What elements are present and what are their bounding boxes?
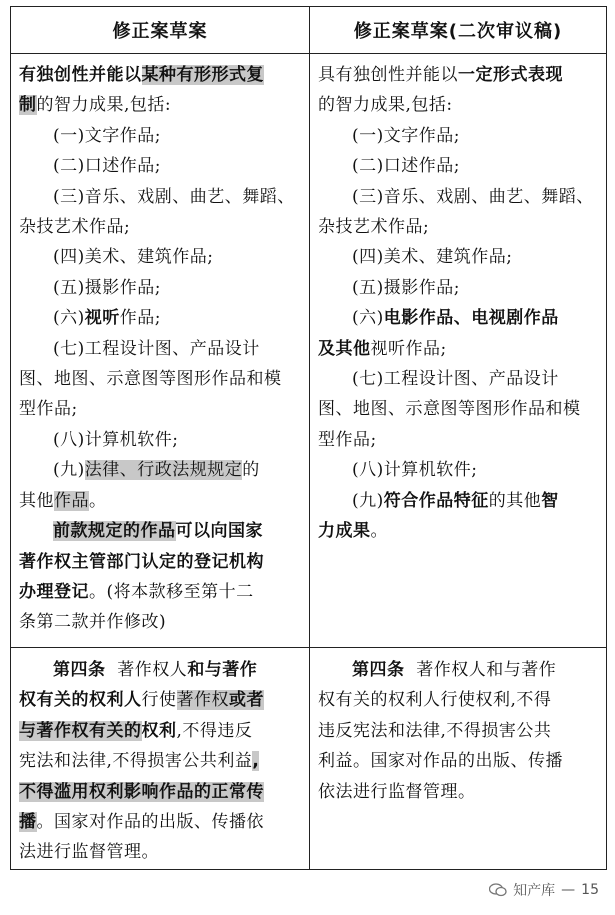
article4-second-review-cell — [310, 655, 606, 807]
list-item-cont: 杂技艺术作品; — [19, 217, 131, 238]
list-item: (四)美术、建筑作品; — [53, 247, 214, 268]
list-item: (三)音乐、戏剧、曲艺、舞蹈、 — [53, 186, 295, 207]
wechat-icon — [489, 883, 507, 897]
list-item: (八)计算机软件; — [53, 429, 179, 450]
line: 第四条 著作权人和与著作 — [352, 660, 557, 680]
article4-draft-cell — [11, 655, 309, 868]
line: 违反宪法和法律,不得损害公共 — [318, 720, 552, 741]
article3-second-review-cell — [310, 60, 606, 547]
line: 权有关的权利人行使权利,不得 — [318, 690, 552, 711]
list-item: (八)计算机软件; — [352, 460, 478, 481]
list-item-cont: 型作品; — [318, 429, 377, 450]
line: 具有独创性并能以一定形式表现 — [318, 65, 563, 85]
line: 不得滥用权利影响作品的正常传 — [19, 781, 264, 802]
line: 与著作权有关的权利,不得违反 — [19, 720, 253, 741]
line: 制的智力成果,包括: — [19, 95, 172, 116]
list-item-cont: 其他作品。 — [19, 490, 107, 511]
list-item: (六)视听作品; — [53, 308, 161, 329]
line: 第四条 著作权人和与著作 — [53, 660, 258, 680]
list-item: (五)摄影作品; — [352, 277, 460, 298]
line: 利益。国家对作品的出版、传播 — [318, 751, 563, 772]
comparison-table — [10, 6, 607, 870]
paragraph-cont: 著作权主管部门认定的登记机构 — [19, 551, 264, 572]
page-number: 15 — [581, 882, 599, 898]
page-footer — [489, 880, 599, 900]
paragraph-cont: 办理登记。(将本款移至第十二 — [19, 581, 254, 602]
list-item-cont: 图、地图、示意图等图形作品和模 — [19, 369, 282, 390]
footer-dash: — — [561, 882, 576, 898]
list-item: (一)文字作品; — [352, 125, 460, 146]
list-item: (三)音乐、戏剧、曲艺、舞蹈、 — [352, 186, 594, 207]
list-item: (一)文字作品; — [53, 125, 161, 146]
list-item: (七)工程设计图、产品设计 — [352, 369, 559, 390]
list-item-cont: 杂技艺术作品; — [318, 217, 430, 238]
line: 权有关的权利人行使著作权或者 — [19, 690, 264, 711]
line: 播。国家对作品的出版、传播依 — [19, 812, 264, 833]
list-item-cont: 力成果。 — [318, 521, 388, 542]
header-left: 修正案草案 — [112, 21, 208, 42]
line: 法进行监督管理。 — [19, 842, 159, 863]
list-item: (四)美术、建筑作品; — [352, 247, 513, 268]
list-item: (二)口述作品; — [53, 156, 161, 177]
list-item: (九)符合作品特征的其他智 — [352, 490, 559, 511]
watermark-text: 知产库 — [513, 883, 556, 899]
line: 宪法和法律,不得损害公共利益, — [19, 751, 260, 772]
list-item-cont: 型作品; — [19, 399, 78, 420]
line: 依法进行监督管理。 — [318, 781, 476, 802]
paragraph: 前款规定的作品可以向国家 — [53, 521, 263, 542]
header-right: 修正案草案(二次审议稿) — [353, 21, 563, 42]
list-item-cont: 图、地图、示意图等图形作品和模 — [318, 399, 581, 420]
header-divider — [11, 53, 606, 54]
list-item: (七)工程设计图、产品设计 — [53, 338, 260, 359]
paragraph-cont: 条第二款并作修改) — [19, 612, 167, 633]
article3-draft-cell — [11, 60, 309, 638]
line: 有独创性并能以某种有形形式复 — [19, 65, 264, 85]
list-item: (五)摄影作品; — [53, 277, 161, 298]
row-divider — [11, 647, 606, 648]
line: 的智力成果,包括: — [318, 95, 453, 116]
list-item: (九)法律、行政法规规定的 — [53, 460, 260, 481]
list-item: (二)口述作品; — [352, 156, 460, 177]
list-item-cont: 及其他视听作品; — [318, 338, 447, 359]
list-item: (六)电影作品、电视剧作品 — [352, 308, 559, 329]
